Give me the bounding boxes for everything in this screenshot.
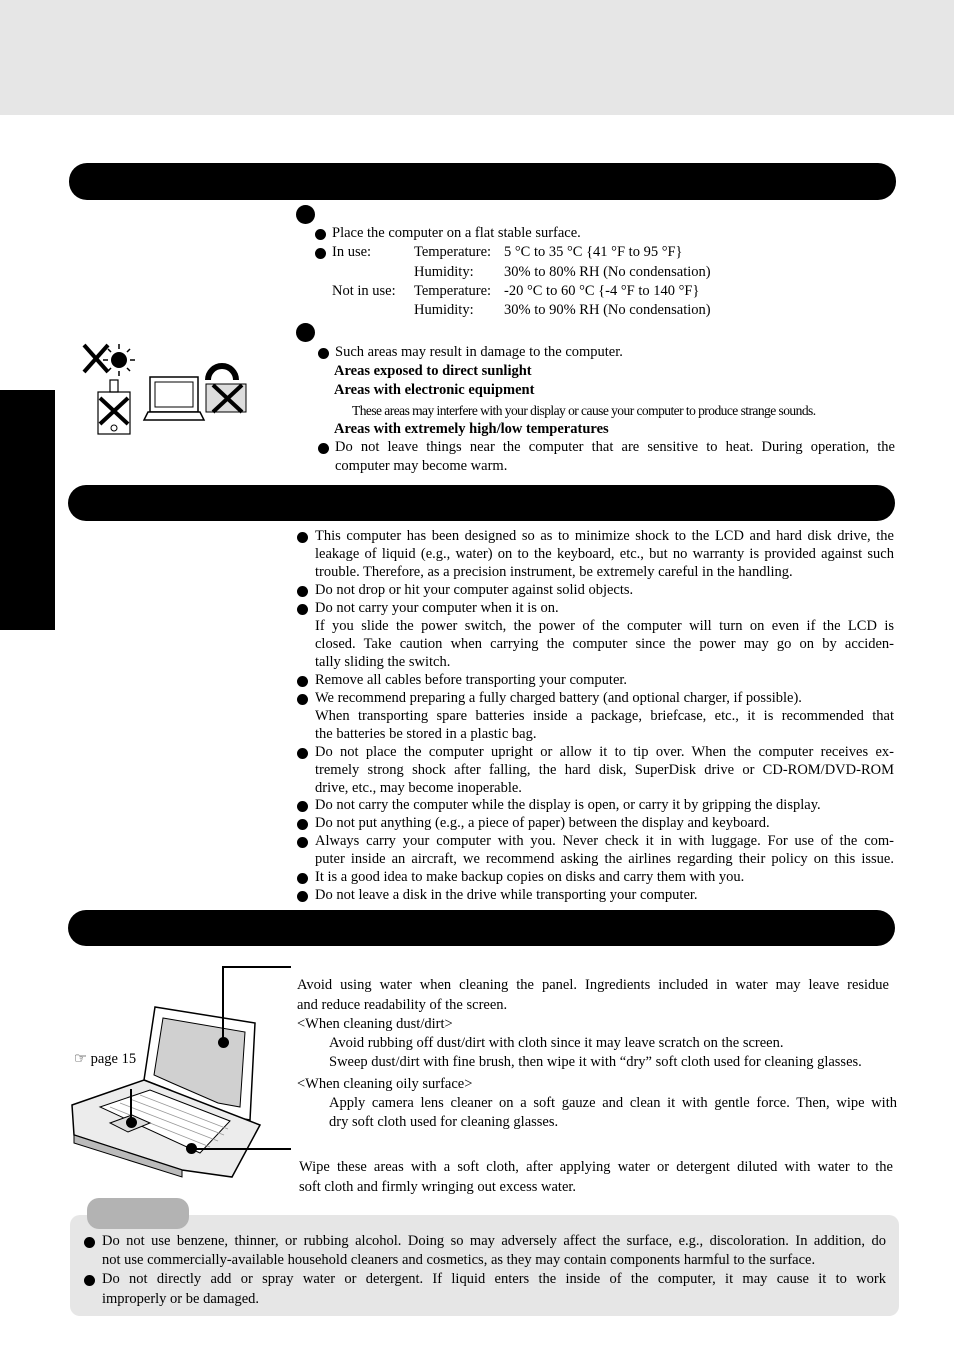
callout-dot [186, 1143, 197, 1154]
text-line: leakage of liquid (e.g., water) on to the keyboard, etc., but no warranty is provided against such [315, 546, 894, 562]
text-line: Remove all cables before transporting your computer. [315, 672, 628, 688]
caution-line: Do not directly add or spray water or detergent. If liquid enters the inside of the computer, it may cause it to work [102, 1271, 886, 1287]
text-line: drive, etc., may become inoperable. [315, 780, 522, 796]
bullet-icon [315, 229, 326, 240]
bold-line: Areas with electronic equipment [334, 382, 535, 398]
heater-icon [98, 380, 130, 434]
bullet-icon [318, 348, 329, 359]
bullet-icon [297, 801, 308, 812]
text-line: <When cleaning oily surface> [297, 1076, 473, 1092]
text-line: trouble. Therefore, as a precision instrument, be extremely careful in the handling. [315, 564, 793, 580]
text-line: Do not carry the computer while the display is open, or carry it by gripping the display. [315, 797, 821, 813]
section-bar-cleaning [68, 910, 895, 946]
label: In use: [332, 244, 372, 260]
side-tab [0, 390, 55, 630]
caution-line: not use commercially-available household cleaners and cosmetics, as they may contain components harmful to the surface. [102, 1252, 816, 1268]
label: Not in use: [332, 283, 396, 299]
subheading-marker [296, 205, 315, 224]
callout-line [222, 966, 224, 1042]
text-line: Wipe these areas with a soft cloth, after applying water or detergent diluted with water to the [299, 1159, 893, 1175]
text-line: Do not drop or hit your computer against solid objects. [315, 582, 634, 598]
text-line: Avoid using water when cleaning the panel. Ingredients included in water may leave residue [297, 977, 889, 993]
bullet-icon [297, 748, 308, 759]
label: Temperature: [414, 283, 492, 299]
callout-dot [126, 1117, 137, 1128]
bullet-icon [297, 873, 308, 884]
text-line: Place the computer on a flat stable surface. [332, 225, 581, 241]
value: 30% to 90% RH (No condensation) [504, 302, 711, 318]
subheading-marker [296, 323, 315, 342]
environment-illustration [78, 340, 253, 440]
bullet-icon [84, 1237, 95, 1248]
bullet-icon [297, 891, 308, 902]
bullet-icon [297, 819, 308, 830]
bold-line: Areas with extremely high/low temperatures [334, 421, 609, 437]
text-line: Apply camera lens cleaner on a soft gauze and clean it with gentle force. Then, wipe with [329, 1095, 897, 1111]
label: Temperature: [414, 244, 492, 260]
section-bar-handling [68, 485, 895, 521]
bullet-icon [318, 443, 329, 454]
text-line: When transporting spare batteries inside a package, briefcase, etc., it is recommended that [315, 708, 894, 724]
text-line: <When cleaning dust/dirt> [297, 1016, 453, 1032]
text-line: closed. Take caution when carrying the computer since the power may go on by acciden- [315, 636, 894, 652]
bullet-icon [84, 1275, 95, 1286]
bullet-icon [297, 532, 308, 543]
text-line: the batteries be stored in a plastic bag. [315, 726, 537, 742]
text-line: Do not put anything (e.g., a piece of paper) between the display and keyboard. [315, 815, 770, 831]
text-line: and reduce readability of the screen. [297, 997, 508, 1013]
bullet-icon [297, 837, 308, 848]
text-line: Do not leave a disk in the drive while transporting your computer. [315, 887, 698, 903]
caution-tag [87, 1198, 189, 1229]
callout-line [222, 966, 291, 968]
text-line: dry soft cloth used for cleaning glasses. [329, 1114, 559, 1130]
text-line: It is a good idea to make backup copies on disks and carry them with you. [315, 869, 745, 885]
value: 5 °C to 35 °C {41 °F to 95 °F} [504, 244, 683, 260]
value: 30% to 80% RH (No condensation) [504, 264, 711, 280]
text-line: Do not carry your computer when it is on. [315, 600, 559, 616]
text-line: Always carry your computer with you. Never check it in with luggage. For use of the com- [315, 833, 894, 849]
callout-dot [218, 1037, 229, 1048]
laptop-icon [144, 377, 204, 420]
caution-line: Do not use benzene, thinner, or rubbing alcohol. Doing so may adversely affect the surface, e.g., discoloration. In addition, do [102, 1233, 886, 1249]
bullet-icon [297, 604, 308, 615]
note-line: These areas may interfere with your display or cause your computer to produce strange sounds. [352, 403, 816, 418]
text-line: This computer has been designed so as to minimize shock to the LCD and hard disk drive, the [315, 528, 894, 544]
label: Humidity: [414, 264, 474, 280]
text-line: soft cloth and firmly wringing out excess water. [299, 1179, 577, 1195]
text-line: Do not leave things near the computer that are sensitive to heat. During operation, the [335, 439, 895, 455]
text-line: If you slide the power switch, the power of the computer will turn on even if the LCD is [315, 618, 894, 634]
value: -20 °C to 60 °C {-4 °F to 140 °F} [504, 283, 700, 299]
label: Humidity: [414, 302, 474, 318]
callout-line [192, 1148, 291, 1150]
bullet-icon [297, 694, 308, 705]
text-line: Such areas may result in damage to the computer. [335, 344, 623, 360]
text-line: Avoid rubbing off dust/dirt with cloth since it may leave scratch on the screen. [329, 1035, 784, 1051]
text-line: We recommend preparing a fully charged battery (and optional charger, if possible). [315, 690, 802, 706]
text-line: puter inside an aircraft, we recommend asking the airlines regarding their policy on this issue. [315, 851, 894, 867]
cross-icon [84, 345, 108, 372]
text-line: computer may become warm. [335, 458, 508, 474]
page-ref-label: page 15 [90, 1051, 137, 1067]
section-bar-environment [69, 163, 896, 200]
caution-line: improperly or be damaged. [102, 1291, 260, 1307]
page-reference [74, 1050, 136, 1069]
text-line: Do not place the computer upright or allow it to tip over. When the computer receives ex- [315, 744, 894, 760]
bullet-icon [297, 676, 308, 687]
pointing-hand-icon: ☞ [74, 1051, 87, 1067]
text-line: tally sliding the switch. [315, 654, 451, 670]
bullet-icon [315, 248, 326, 259]
text-line: tremely strong shock after falling, the hard disk, SuperDisk drive or CD-ROM/DVD-ROM [315, 762, 894, 778]
laptop-illustration [70, 995, 285, 1180]
header-band [0, 0, 954, 115]
text-line: Sweep dust/dirt with fine brush, then wipe it with “dry” soft cloth used for cleaning glasses. [329, 1054, 862, 1070]
bullet-icon [297, 586, 308, 597]
bold-line: Areas exposed to direct sunlight [334, 363, 532, 379]
